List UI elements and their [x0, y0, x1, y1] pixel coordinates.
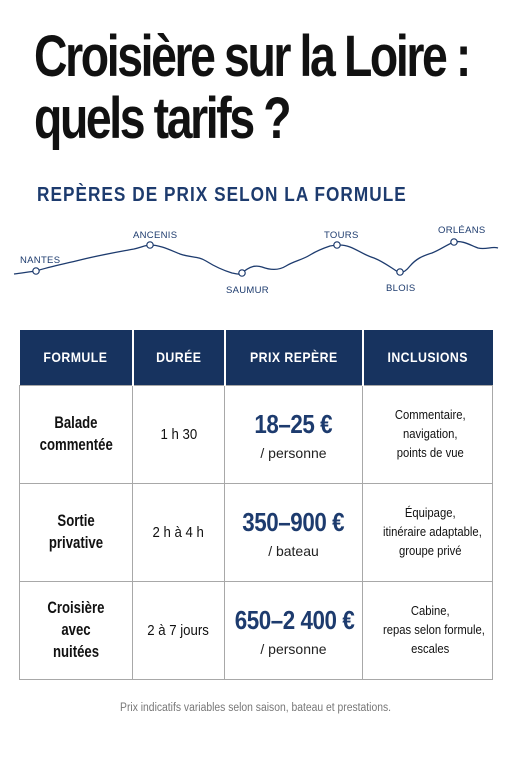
town-label-ancenis: ANCENIS	[133, 230, 178, 241]
prix-unit: / personne	[260, 445, 327, 461]
prix-value: 350–900 €	[242, 507, 345, 537]
loire-river-line	[14, 242, 498, 275]
town-nantes	[20, 255, 60, 274]
table-header-row	[20, 330, 493, 385]
prix-value: 18–25 €	[254, 409, 333, 439]
town-label-blois: BLOIS	[386, 283, 416, 294]
inclusions-cell: Équipage, itinéraire adaptable, groupe privé	[363, 483, 493, 581]
duree-cell: 2 h à 4 h	[133, 483, 225, 581]
table-row	[20, 581, 493, 679]
inclusions-cell: Commentaire, navigation, points de vue	[363, 385, 493, 483]
page-subtitle: REPÈRES DE PRIX SELON LA FORMULE	[37, 184, 407, 206]
formule-cell: Balade commentée	[20, 385, 133, 483]
inclusions-cell: Cabine, repas selon formule, escales	[363, 581, 493, 679]
column-header-duree: DURÉE	[133, 330, 225, 385]
town-label-nantes: NANTES	[20, 255, 61, 266]
title-line-1: Croisière sur la Loire :	[34, 24, 469, 89]
town-label-tours: TOURS	[324, 230, 359, 241]
title-line-2: quels tarifs ?	[34, 86, 290, 151]
town-label-saumur: SAUMUR	[226, 285, 269, 296]
column-header-prix: PRIX REPÈRE	[225, 330, 363, 385]
page-title	[34, 24, 469, 151]
prix-cell	[225, 385, 363, 483]
formule-cell: Croisière avec nuitées	[20, 581, 133, 679]
prix-cell	[225, 581, 363, 679]
duree-cell: 1 h 30	[133, 385, 225, 483]
column-header-inclusions: INCLUSIONS	[363, 330, 493, 385]
table-row	[20, 483, 493, 581]
prix-cell	[225, 483, 363, 581]
duree-cell: 2 à 7 jours	[133, 581, 225, 679]
prix-unit: / bateau	[268, 543, 319, 559]
prix-value: 650–2 400 €	[234, 605, 355, 635]
town-label-orleans: ORLÉANS	[438, 225, 486, 236]
footnote: Prix indicatifs variables selon saison, bateau et prestations.	[120, 702, 391, 714]
formule-cell: Sortie privative	[20, 483, 133, 581]
price-table	[19, 330, 493, 680]
column-header-formule: FORMULE	[20, 330, 133, 385]
prix-unit: / personne	[260, 641, 327, 657]
table-row	[20, 385, 493, 483]
town-blois	[386, 269, 416, 294]
loire-river-map	[0, 218, 511, 298]
